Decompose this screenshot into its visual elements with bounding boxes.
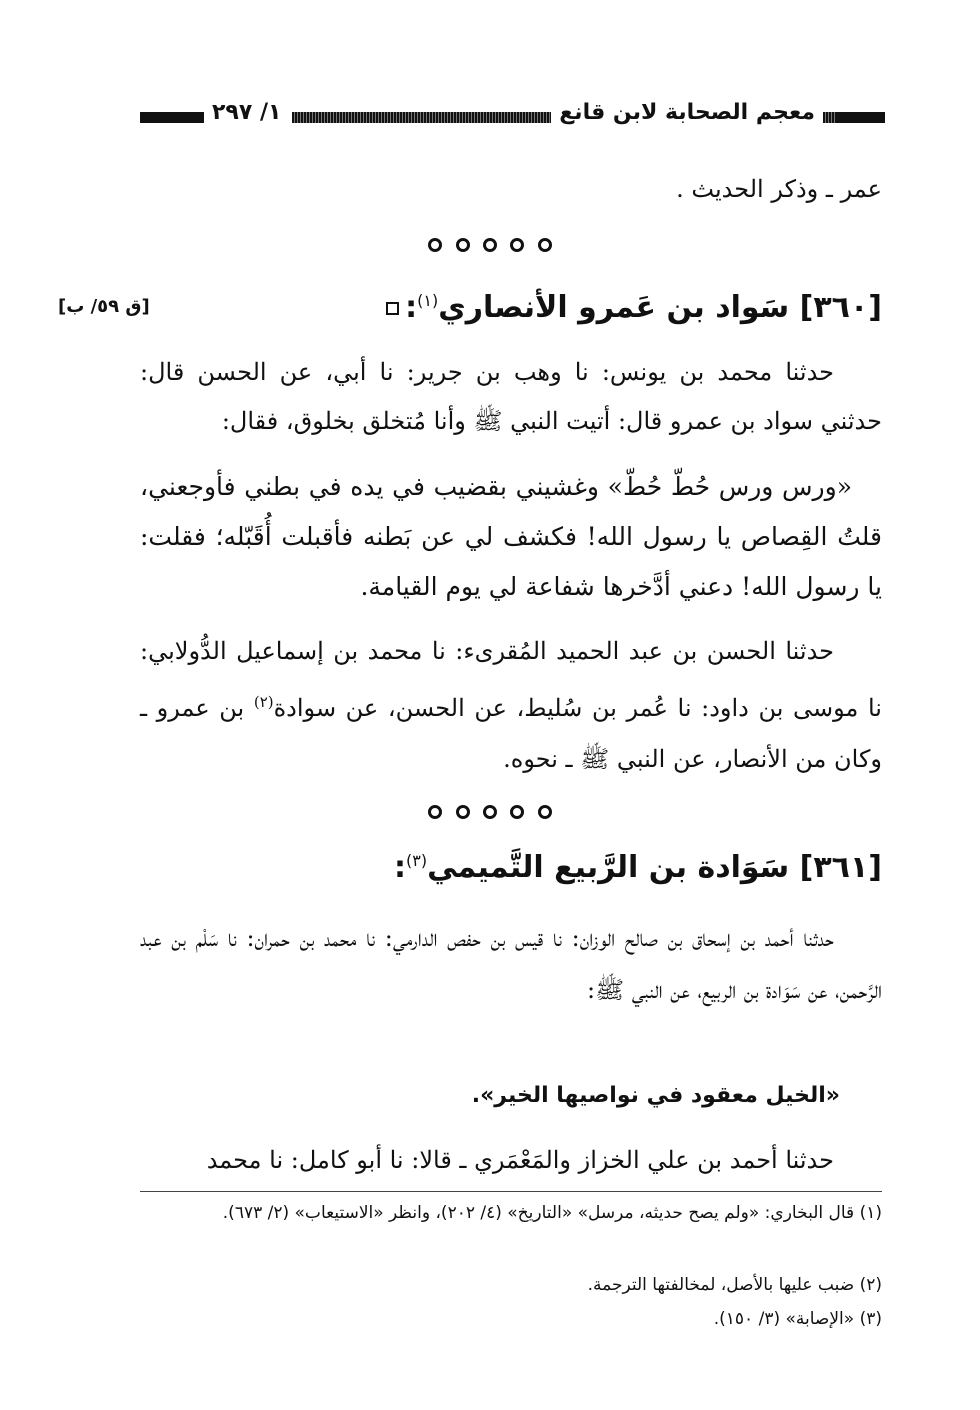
entry-360-isnad-2 (140, 626, 882, 785)
footnote-ref-3: (٣) (405, 851, 428, 870)
square-marker-icon (386, 302, 399, 315)
separator-dot (483, 238, 497, 252)
entry-361-isnad-2 (140, 1136, 882, 1185)
entry-361-title: [٣٦١] سَوَادة بن الرَّبيع التَّميمي (427, 850, 882, 885)
heading-colon: : (393, 850, 406, 885)
footnote-divider (140, 1191, 882, 1192)
entry-360-heading (386, 290, 882, 325)
manuscript-folio-note: [ق ٥٩/ ب] (58, 296, 150, 317)
entry-360-isnad-2-text-a: حدثنا الحسن بن عبد الحميد المُقرىء: نا محمد بن إسماعيل الدُّولابي: نا موسى بن داود: نا عُمر بن سُليط، عن الحسن، عن سوادة (140, 637, 882, 722)
footnote-ref-1: (١) (417, 291, 439, 310)
entry-361-hadith: «الخيل معقود في نواصيها الخير». (471, 1083, 840, 1108)
continued-text: عمر ـ وذكر الحديث . (676, 175, 882, 203)
entry-360-isnad-1 (140, 348, 882, 446)
separator-dot (483, 805, 497, 819)
entry-360-isnad-2-text-b: بن عمرو ـ وكان من الأنصار، عن النبي ﷺ ـ نحوه. (140, 694, 882, 773)
footnote-ref-2: (٢) (253, 693, 274, 711)
entry-360-hadith (140, 462, 882, 612)
entry-361-isnad-1 (140, 912, 882, 1016)
separator-dot (456, 238, 470, 252)
footnote-2: (٢) ضبب عليها بالأصل، لمخالفتها الترجمة. (587, 1275, 882, 1295)
heading-colon: : (405, 290, 418, 325)
entry-360-isnad-1-text: حدثنا محمد بن يونس: نا وهب بن جرير: نا أبي، عن الحسن قال: حدثني سواد بن عمرو قال: أتيت النبي ﷺ وأنا مُتخلق بخلوق، فقال: (140, 358, 882, 435)
separator-dot (428, 805, 442, 819)
entry-361-isnad-2-text: حدثنا أحمد بن علي الخزاز والمَعْمَري ـ قالا: نا أبو كامل: نا محمد (206, 1146, 834, 1174)
entry-360-hadith-text: «ورس ورس حُطّ حُطّ» وغشيني بقضيب في يده في بطني فأوجعني، قلتُ القِصاص يا رسول الله! فكشف لي عن بَطنه فأقبلت أُقَبّله؛ فقلت: يا رسول الله! دعني أدَّخرها شفاعة لي يوم القيامة. (140, 472, 882, 601)
entry-361-heading (394, 850, 882, 885)
footnote-1: (١) قال البخاري: «ولم يصح حديثه، مرسل» «التاريخ» (٤/ ٢٠٢)، وانظر «الاستيعاب» (٢/ ٦٧٣). (222, 1203, 882, 1223)
header-bar-right (835, 112, 885, 123)
header-bar-left (140, 112, 204, 123)
entry-360-title: [٣٦٠] سَواد بن عَمرو الأنصاري (438, 290, 882, 325)
footnote-3: (٣) «الإصابة» (٣/ ١٥٠). (713, 1309, 882, 1329)
entry-361-isnad-1-text: حدثنا أحمد بن إسحاق بن صالح الوزان: نا قيس بن حفص الدارمي: نا محمد بن حمران: نا سَلْم بن عبد الرَّحمن، عن سَوَادة بن الربيع، عن النبي ﷺ: (140, 924, 882, 1004)
separator-dot (510, 238, 524, 252)
running-header (140, 98, 885, 138)
separator-dot (538, 805, 552, 819)
header-bar-middle (292, 112, 572, 123)
section-separator (0, 233, 980, 257)
header-page-number: ١/ ٢٩٧ (204, 100, 289, 125)
separator-dot (456, 805, 470, 819)
header-title: معجم الصحابة لابن قانع (551, 100, 823, 125)
separator-dot (538, 238, 552, 252)
section-separator (0, 800, 980, 824)
separator-dot (510, 805, 524, 819)
separator-dot (428, 238, 442, 252)
header-bar-right-hatch (823, 112, 835, 123)
